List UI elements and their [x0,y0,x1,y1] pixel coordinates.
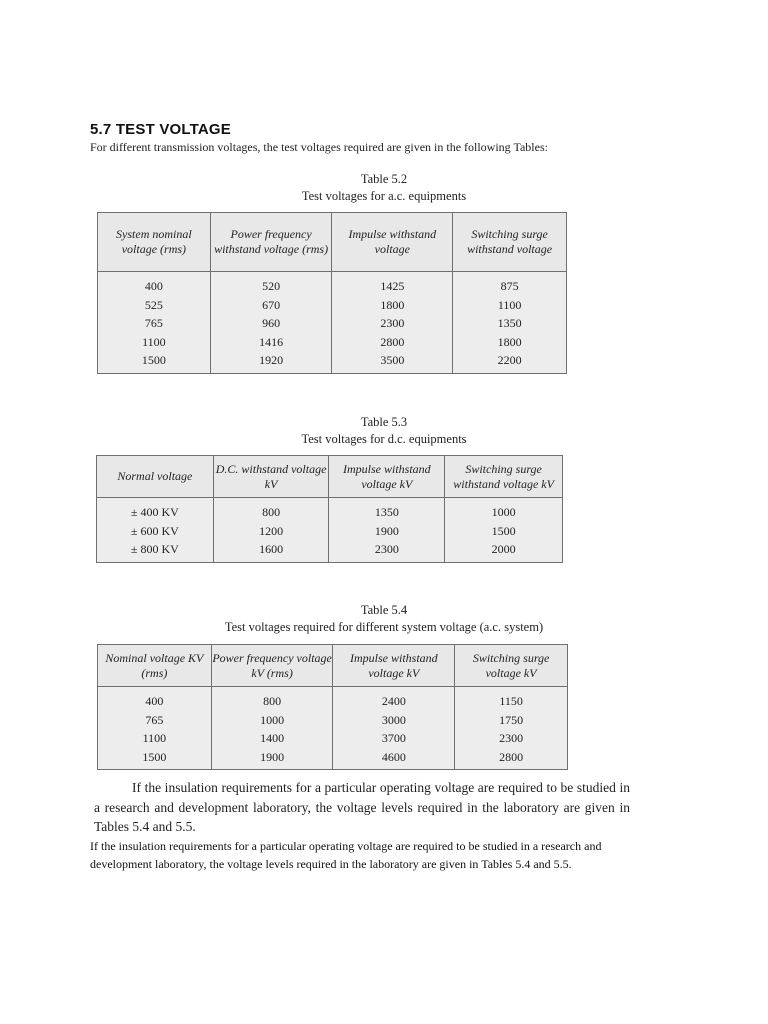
column-header: D.C. withstand voltage kV [213,456,329,498]
table-cell: 3700 [381,731,406,745]
column-header: Switching surge withstand voltage kV [445,456,563,498]
table-cell: 1900 [260,749,285,764]
table-5-3-caption [0,414,768,448]
column-header: Switching surge withstand voltage [453,213,567,272]
table-title: Test voltages for a.c. equipments [301,189,467,203]
table-cell: 3000 [381,712,406,727]
table-cell-column [445,498,563,563]
table-cell-column [455,687,568,770]
section-heading: 5.7 TEST VOLTAGE [90,121,231,138]
table-cell: 1100 [142,334,166,349]
table-title: Test voltages required for different system voltage (a.c. system) [224,620,544,634]
table-cell: ± 800 KV [130,542,179,556]
table-cell: 1920 [259,353,284,367]
table-cell: 800 [263,694,282,708]
table-cell-column [333,687,455,770]
table-cell-column [97,498,214,563]
table-cell: 1800 [497,334,522,349]
table-cell-column [98,272,211,374]
table-cell: 1750 [499,712,524,727]
body-paragraph: If the insulation requirements for a particular operating voltage are required to be studied in a research and development laboratory, the voltage levels required in the laboratory are given in Tables 5.4 and 5.5. [90,839,602,871]
table-cell: 525 [144,297,163,312]
table-5-3 [96,455,563,563]
table-cell: 765 [145,712,164,727]
table-cell: 670 [262,297,281,312]
column-header: Nominal voltage KV (rms) [98,645,212,687]
table-cell: 2800 [380,334,405,349]
column-header: Normal voltage [97,456,214,498]
table-cell: 1000 [260,712,285,727]
table-title: Test voltages for d.c. equipments [301,432,467,446]
table-cell-column [211,687,333,770]
table-cell: 2300 [499,731,524,745]
table-cell: 4600 [381,749,406,764]
table-cell: 1425 [380,279,405,293]
section-intro: For different transmission voltages, the test voltages required are given in the following Tables: [90,140,548,154]
scanned-paragraph: If the insulation requirements for a particular operating voltage are required to be studied in a research and development laboratory, the voltage levels required in the laboratory are given in Tables 5.4 and 5.5. [94,780,630,834]
table-cell-column [213,498,329,563]
table-cell: 1100 [497,297,522,312]
table-cell: 3500 [380,353,405,367]
table-cell: 1150 [499,694,523,708]
table-cell-column [332,272,453,374]
table-body-row [98,687,568,770]
table-cell: 1200 [259,523,284,538]
table-cell: 1600 [259,542,284,556]
table-cell: ± 600 KV [130,523,179,538]
column-header: Impulse withstand voltage kV [333,645,455,687]
table-cell: 960 [262,316,281,330]
column-header: Power frequency withstand voltage (rms) [210,213,332,272]
table-5-4-caption [0,602,768,636]
table-number: Table 5.4 [360,603,408,617]
table-5-2 [97,212,567,374]
table-cell: 800 [262,505,281,519]
column-header: Switching surge voltage kV [455,645,568,687]
table-cell: 1350 [374,505,399,519]
table-cell: 2000 [491,542,516,556]
table-number: Table 5.3 [360,415,408,429]
table-cell-column [210,272,332,374]
table-cell: 1800 [380,297,405,312]
table-cell: 765 [144,316,163,330]
table-cell: 1350 [497,316,522,330]
table-cell: 1400 [260,731,285,745]
table-body-row [97,498,563,563]
table-cell: 2800 [499,749,524,764]
column-header: Impulse withstand voltage [332,213,453,272]
table-cell: 520 [262,279,281,293]
table-cell-column [329,498,445,563]
column-header: Impulse withstand voltage kV [329,456,445,498]
table-number: Table 5.2 [360,172,408,186]
table-cell-column [453,272,567,374]
table-cell: 1900 [374,523,399,538]
column-header: System nominal voltage (rms) [98,213,211,272]
column-header: Power frequency voltage kV (rms) [211,645,333,687]
table-cell: 2300 [380,316,405,330]
table-cell: 1500 [491,523,516,538]
table-cell: 1000 [491,505,516,519]
table-cell: 2200 [497,353,522,367]
table-cell: 2400 [381,694,406,708]
table-cell: 1416 [259,334,284,349]
table-cell: 1100 [142,731,167,745]
table-cell-column [98,687,212,770]
table-5-2-caption [0,171,768,205]
table-cell: 1500 [142,749,167,764]
table-5-4 [97,644,568,770]
table-body-row [98,272,567,374]
table-cell: ± 400 KV [130,505,179,519]
table-cell: 400 [145,694,164,708]
table-cell: 875 [500,279,519,293]
table-cell: 1500 [141,353,166,367]
table-cell: 2300 [374,542,399,556]
table-cell: 400 [144,279,163,293]
